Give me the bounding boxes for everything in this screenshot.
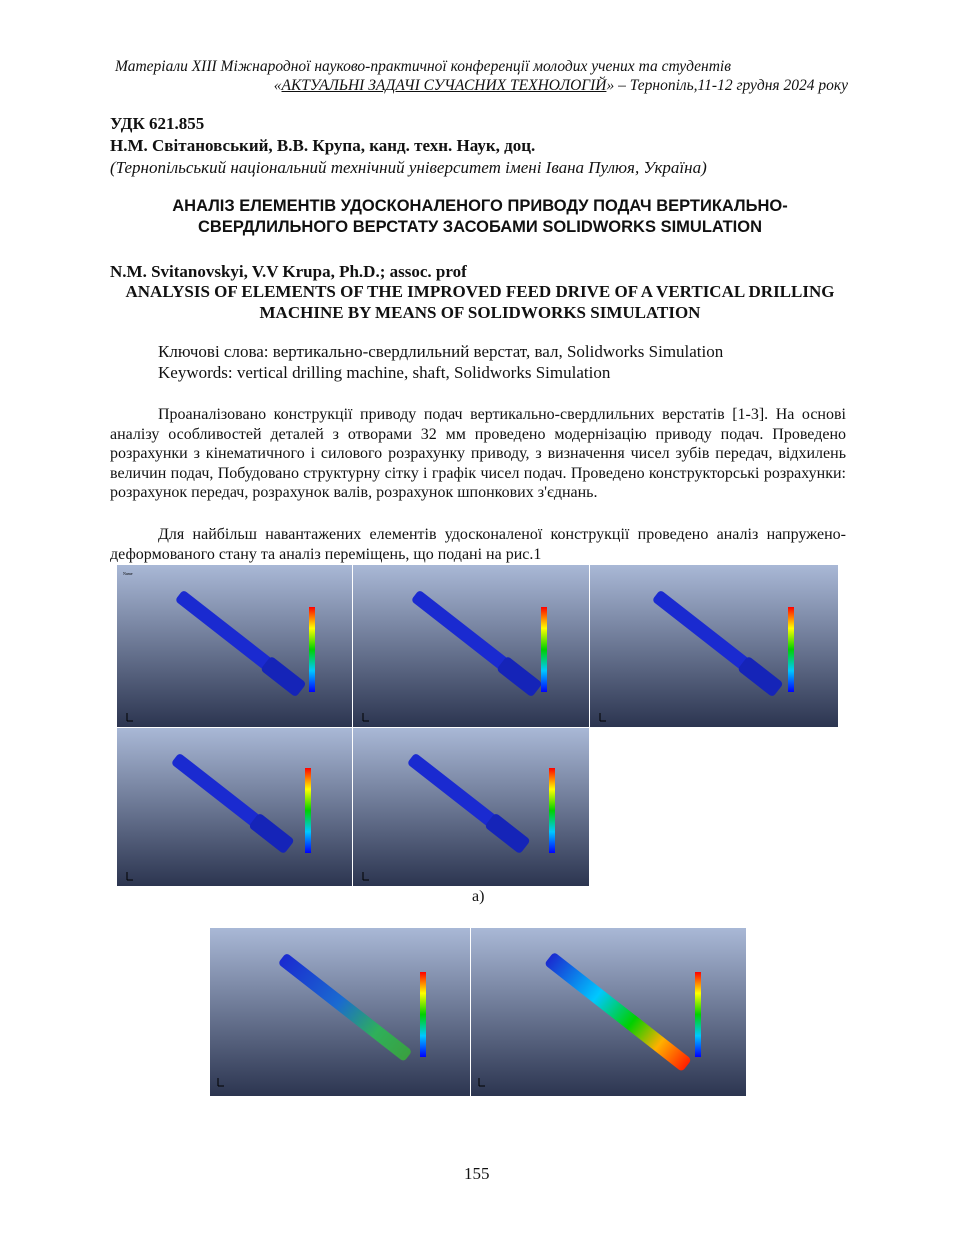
authors-ukrainian: Н.М. Світановський, В.В. Крупа, канд. техн. Наук, доц. — [110, 136, 536, 155]
keywords-english: Keywords: vertical drilling machine, shaft, Solidworks Simulation — [158, 363, 611, 382]
svg-text:Name: Name — [123, 571, 133, 576]
simulation-image-6 — [210, 928, 470, 1096]
page-number: 155 — [464, 1164, 490, 1183]
simulation-image-2 — [353, 565, 589, 727]
simulation-image-4 — [117, 728, 352, 886]
udk-code: УДК 621.855 — [110, 114, 205, 133]
title-ukrainian: АНАЛІЗ ЕЛЕМЕНТІВ УДОСКОНАЛЕНОГО ПРИВОДУ ПОДАЧ ВЕРТИКАЛЬНО-СВЕРДЛИЛЬНОГО ВЕРСТАТУ ЗАСОБАМИ SOLIDWORKS SIMULATION — [172, 197, 788, 236]
abstract-paragraph-2: Для найбільш навантажених елементів удосконаленої конструкції проведено аналіз напружено-деформованого стану та аналіз переміщень, що подані на рис.1 — [110, 526, 846, 563]
simulation-image-5 — [353, 728, 589, 886]
title-english: ANALYSIS OF ELEMENTS OF THE IMPROVED FEED DRIVE OF A VERTICAL DRILLING MACHINE BY MEANS OF SOLIDWORKS SIMULATION — [125, 282, 835, 322]
simulation-image-7 — [471, 928, 746, 1096]
figure-label-a: а) — [472, 888, 485, 905]
simulation-image-3 — [590, 565, 838, 727]
keywords-ukrainian: Ключові слова: вертикально-свердлильний верстат, вал, Solidworks Simulation — [158, 342, 724, 361]
running-header-line2: «АКТУАЛЬНІ ЗАДАЧІ СУЧАСНИХ ТЕХНОЛОГІЙ» – Тернопіль,11-12 грудня 2024 року — [273, 77, 848, 94]
conference-name: АКТУАЛЬНІ ЗАДАЧІ СУЧАСНИХ ТЕХНОЛОГІЙ — [281, 77, 607, 94]
simulation-image-1 — [117, 565, 352, 727]
abstract-paragraph-1: Проаналізовано конструкції приводу подач вертикально-свердлильних верстатів [1-3]. На основі аналізу особливостей деталей з отворами 32 мм проведено модернізацію приводу подач. Проведено розрахунки з кінематичного і силового розрахунку приводу, з визначення чисел зубів передач, відхилень величин подач, Побудовано структурну сітку і графік чисел подач. Проведено конструкторські розрахунки: розрахунок передач, розрахунок валів, розрахунок шпонкових з'єднань. — [110, 406, 846, 501]
authors-english: N.M. Svitanovskyi, V.V Krupa, Ph.D.; assoc. prof — [110, 262, 467, 281]
running-header-line1: Матеріали ХІІІ Міжнародної науково-практичної конференції молодих учених та студентів — [115, 58, 731, 75]
affiliation: (Тернопільський національний технічний університет імені Івана Пулюя, Україна) — [110, 158, 707, 177]
